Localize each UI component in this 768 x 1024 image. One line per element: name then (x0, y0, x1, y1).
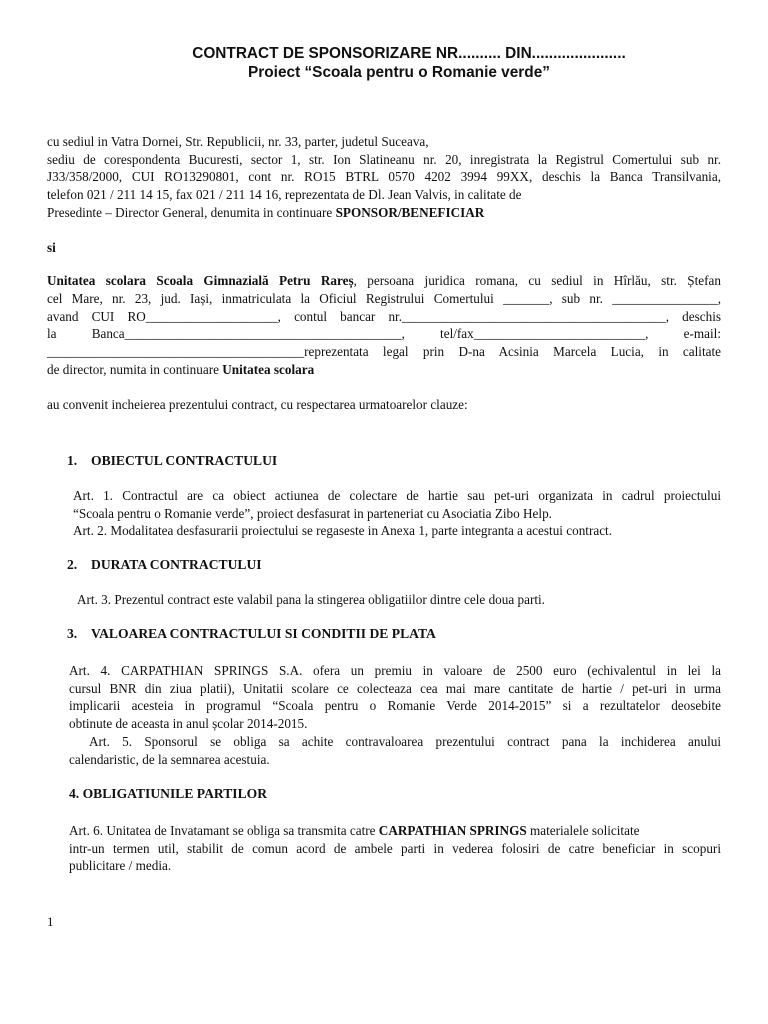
party1-role: SPONSOR/BENEFICIAR (335, 204, 485, 220)
party2-line: Unitatea scolara Scoala Gimnazială Petru Rareș, persoana juridica romana, cu sediul in Hîrlău, str. Ștefan (47, 273, 722, 289)
art-5: Art. 5. Sponsorul se obliga sa achite contravaloarea prezentului contract pana la inchiderea anului calendaristic, de la semnarea acestuia. (69, 733, 721, 767)
company-name: CARPATHIAN SPRINGS (378, 822, 527, 838)
party1-line-prefix: Presedinte – Director General, denumita in continuare (47, 204, 336, 220)
art-1-cont: “Scoala pentru o Romanie verde”, proiect desfasurat in parteneriat cu Asociatia Zibo Help. Art. 2. Modalitatea desfasurarii proiectului se regaseste in Anexa 1, parte integranta a acestui contract. (47, 505, 721, 540)
art-2: Art. 2. Modalitatea desfasurarii proiectului se regaseste in Anexa 1, parte integranta a acestui contract. (73, 523, 613, 539)
party2-role: Unitatea scolara (222, 361, 315, 377)
project-subtitle: Proiect “Scoala pentru o Romanie verde” (248, 64, 550, 81)
party2-name: Unitatea scolara Scoala Gimnazială Petru Rareș (47, 273, 354, 289)
party1-line: J33/358/2000, CUI RO13290801, cont nr. RO15 BTRL 0570 4202 3994 99XX, deschis la Banca Transilvania, (47, 169, 721, 185)
party2-line: cel Mare, nr. 23, jud. Iași, inmatriculata la Oficiul Registrului Comertului _______, sub nr. ________________, (47, 290, 721, 306)
section-heading-2: 2. DURATA CONTRACTULUI (67, 556, 262, 572)
art-4: Art. 4. CARPATHIAN SPRINGS S.A. ofera un premiu in valoare de 2500 euro (echivalentul in lei la cursul BNR din ziua platii), Unitatii scolare ce colecteaza cea mai mare cantitate de hartie / pet-uri in urma implicarii acesteia in programul “Scoala pentru o Romanie Verde 2014-2015” si a rezultatelor deosebite obtinute de aceasta in anul școlar 2014-2015. (69, 663, 721, 732)
and-conjunction: si (47, 239, 56, 255)
party1-line: cu sediul in Vatra Dornei, Str. Republicii, nr. 33, parter, judetul Suceava, (47, 134, 429, 149)
art-6: Art. 6. Unitatea de Invatamant se obliga sa transmita catre CARPATHIAN SPRINGS materialele solicitate intr-un termen util, stabilit de comun acord de ambele parti in vederea folosiri de catre beneficiar in scopuri publicitare / media. (69, 822, 721, 874)
art-3: Art. 3. Prezentul contract este valabil pana la stingerea obligatiilor dintre cele doua parti. (77, 591, 545, 607)
section-heading-1: 1. OBIECTUL CONTRACTULUI (67, 453, 278, 469)
art-1: Art. 1. Contractul are ca obiect actiunea de colectare de hartie sau pet-uri organizata in cadrul proiectului (73, 487, 721, 503)
party2-line: la Banca__________________________________________, tel/fax__________________________, e-mail: (47, 326, 721, 342)
party1-line: sediu de corespondenta Bucuresti, sector 1, str. Ion Slatineanu nr. 20, inregistrata la Registrul Comertului sub nr. (47, 151, 721, 167)
party2-line: avand CUI RO____________________, contul bancar nr.________________________________________, deschis (47, 308, 721, 324)
section-heading-4: 4. OBLIGATIUNILE PARTILOR (69, 786, 268, 802)
party1-line-last (47, 204, 721, 222)
page-number: 1 (47, 914, 54, 929)
party2-block (47, 272, 721, 378)
party2-line-last: de director, numita in continuare Unitatea scolara (47, 361, 315, 377)
party1-block (47, 133, 721, 222)
contract-title: CONTRACT DE SPONSORIZARE NR.......... DIN...................... (192, 45, 626, 62)
section-heading-3: 3. VALOAREA CONTRACTULUI SI CONDITII DE PLATA (67, 626, 436, 642)
intro-clause: au convenit incheierea prezentului contract, cu respectarea urmatoarelor clauze: (47, 397, 468, 413)
party2-line: _______________________________________reprezentata legal prin D-na Acsinia Marcela Lucia, in calitate (47, 344, 721, 360)
party1-line: telefon 021 / 211 14 15, fax 021 / 211 14 16, reprezentata de Dl. Jean Valvis, in calitate de (47, 187, 522, 203)
